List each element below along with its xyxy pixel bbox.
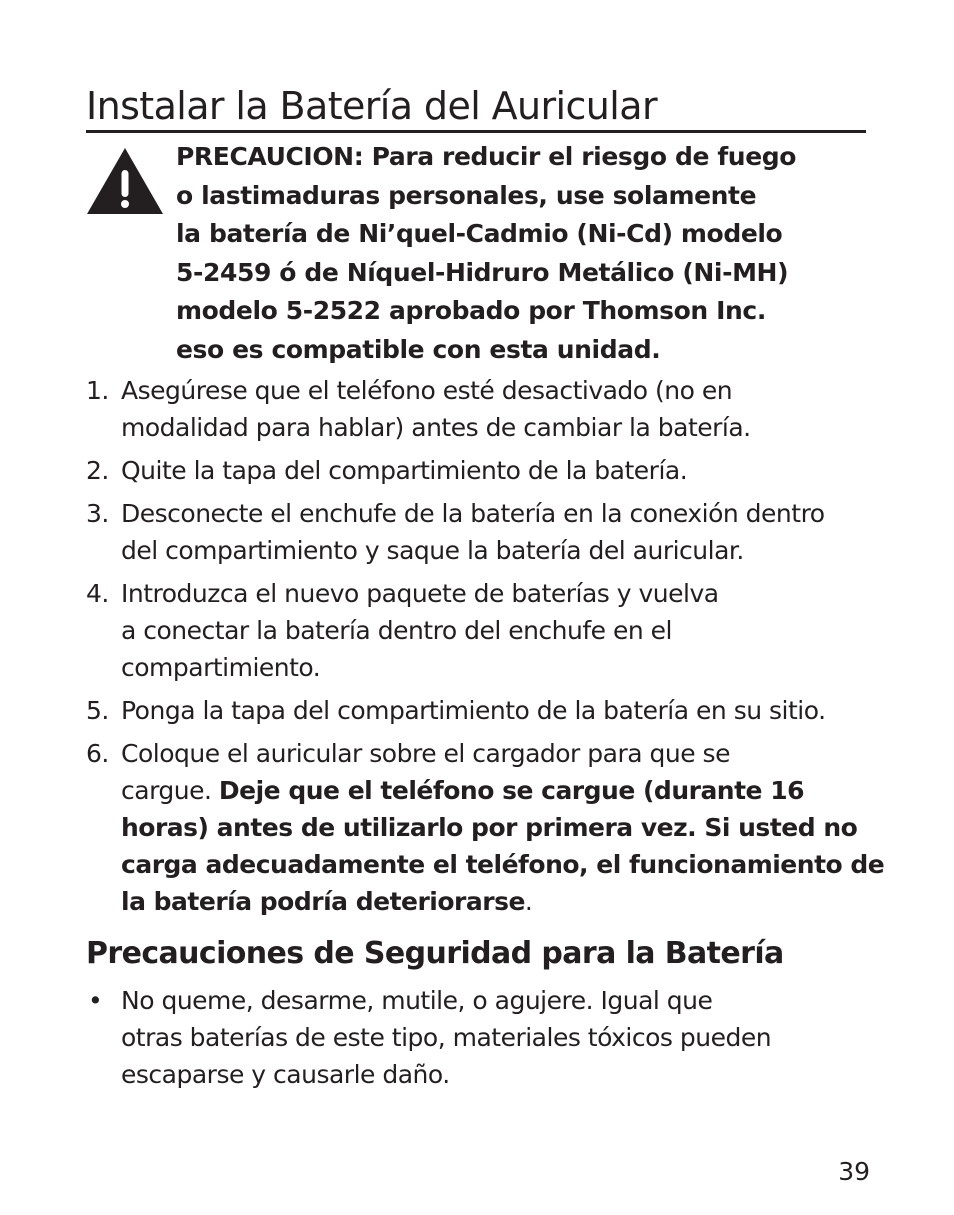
bullet-line: escaparse y causarle daño.: [121, 1060, 450, 1089]
step-number: 5.: [86, 696, 109, 725]
step-number: 4.: [86, 579, 109, 608]
step-number: 2.: [86, 456, 109, 485]
list-item: [86, 982, 876, 1093]
step-line: del compartimiento y saque la batería del auricular.: [121, 536, 744, 565]
caution-line: PRECAUCION: Para reducir el riesgo de fuego: [176, 142, 797, 171]
installation-steps: [86, 372, 885, 926]
step-line: a conectar la batería dentro del enchufe en el: [121, 616, 672, 645]
caution-notice: [176, 138, 866, 369]
caution-line: eso es compatible con esta unidad.: [176, 334, 661, 364]
caution-line: o lastimaduras personales, use solamente: [176, 180, 757, 210]
page-title: Instalar la Batería del Auricular: [86, 82, 866, 133]
step-line: [121, 846, 885, 883]
step-item: [86, 372, 876, 446]
step-line: Quite la tapa del compartimiento de la batería.: [121, 456, 688, 485]
step-text: .: [524, 887, 533, 916]
step-number: 1.: [86, 376, 109, 405]
section-title: Precauciones de Seguridad para la Batería: [86, 936, 784, 971]
step-emphasis: carga adecuadamente el teléfono, el funcionamiento de: [121, 850, 885, 879]
step-line: Introduzca el nuevo paquete de baterías y vuelva: [121, 579, 719, 608]
bullet-marker: •: [88, 986, 103, 1015]
step-line: Asegúrese que el teléfono esté desactivado (no en: [121, 376, 733, 405]
safety-bullets: [86, 982, 876, 1093]
step-line: Desconecte el enchufe de la batería en la conexión dentro: [121, 499, 825, 528]
step-line: [121, 883, 876, 920]
warning-triangle-icon: [86, 146, 164, 216]
step-item: [86, 575, 876, 686]
step-emphasis: la batería podría deteriorarse: [121, 887, 525, 916]
step-item: [86, 452, 876, 489]
step-line: compartimiento.: [121, 653, 321, 682]
step-emphasis: Deje que el teléfono se cargue (durante 16: [218, 776, 805, 805]
step-number: 3.: [86, 499, 109, 528]
step-number: 6.: [86, 739, 109, 768]
step-item: [86, 495, 876, 569]
step-line: Ponga la tapa del compartimiento de la batería en su sitio.: [121, 696, 826, 725]
caution-line: la batería de Ni’quel-Cadmio (Ni-Cd) modelo: [176, 219, 783, 248]
bullet-line: No queme, desarme, mutile, o agujere. Igual que: [121, 986, 713, 1015]
step-line: [121, 772, 876, 809]
page-number: 39: [838, 1157, 870, 1186]
step-item: [86, 735, 885, 920]
caution-line: modelo 5-2522 aprobado por Thomson Inc.: [176, 296, 766, 325]
bullet-line: otras baterías de este tipo, materiales tóxicos pueden: [121, 1023, 772, 1052]
step-line: modalidad para hablar) antes de cambiar la batería.: [121, 413, 751, 442]
step-item: [86, 692, 876, 729]
step-line: [121, 809, 876, 846]
step-line: Coloque el auricular sobre el cargador para que se: [121, 739, 730, 768]
step-emphasis: horas) antes de utilizarlo por primera vez. Si usted no: [121, 813, 858, 842]
caution-line: 5-2459 ó de Níquel-Hidruro Metálico (Ni-MH): [176, 257, 789, 287]
step-text: cargue.: [121, 776, 219, 805]
